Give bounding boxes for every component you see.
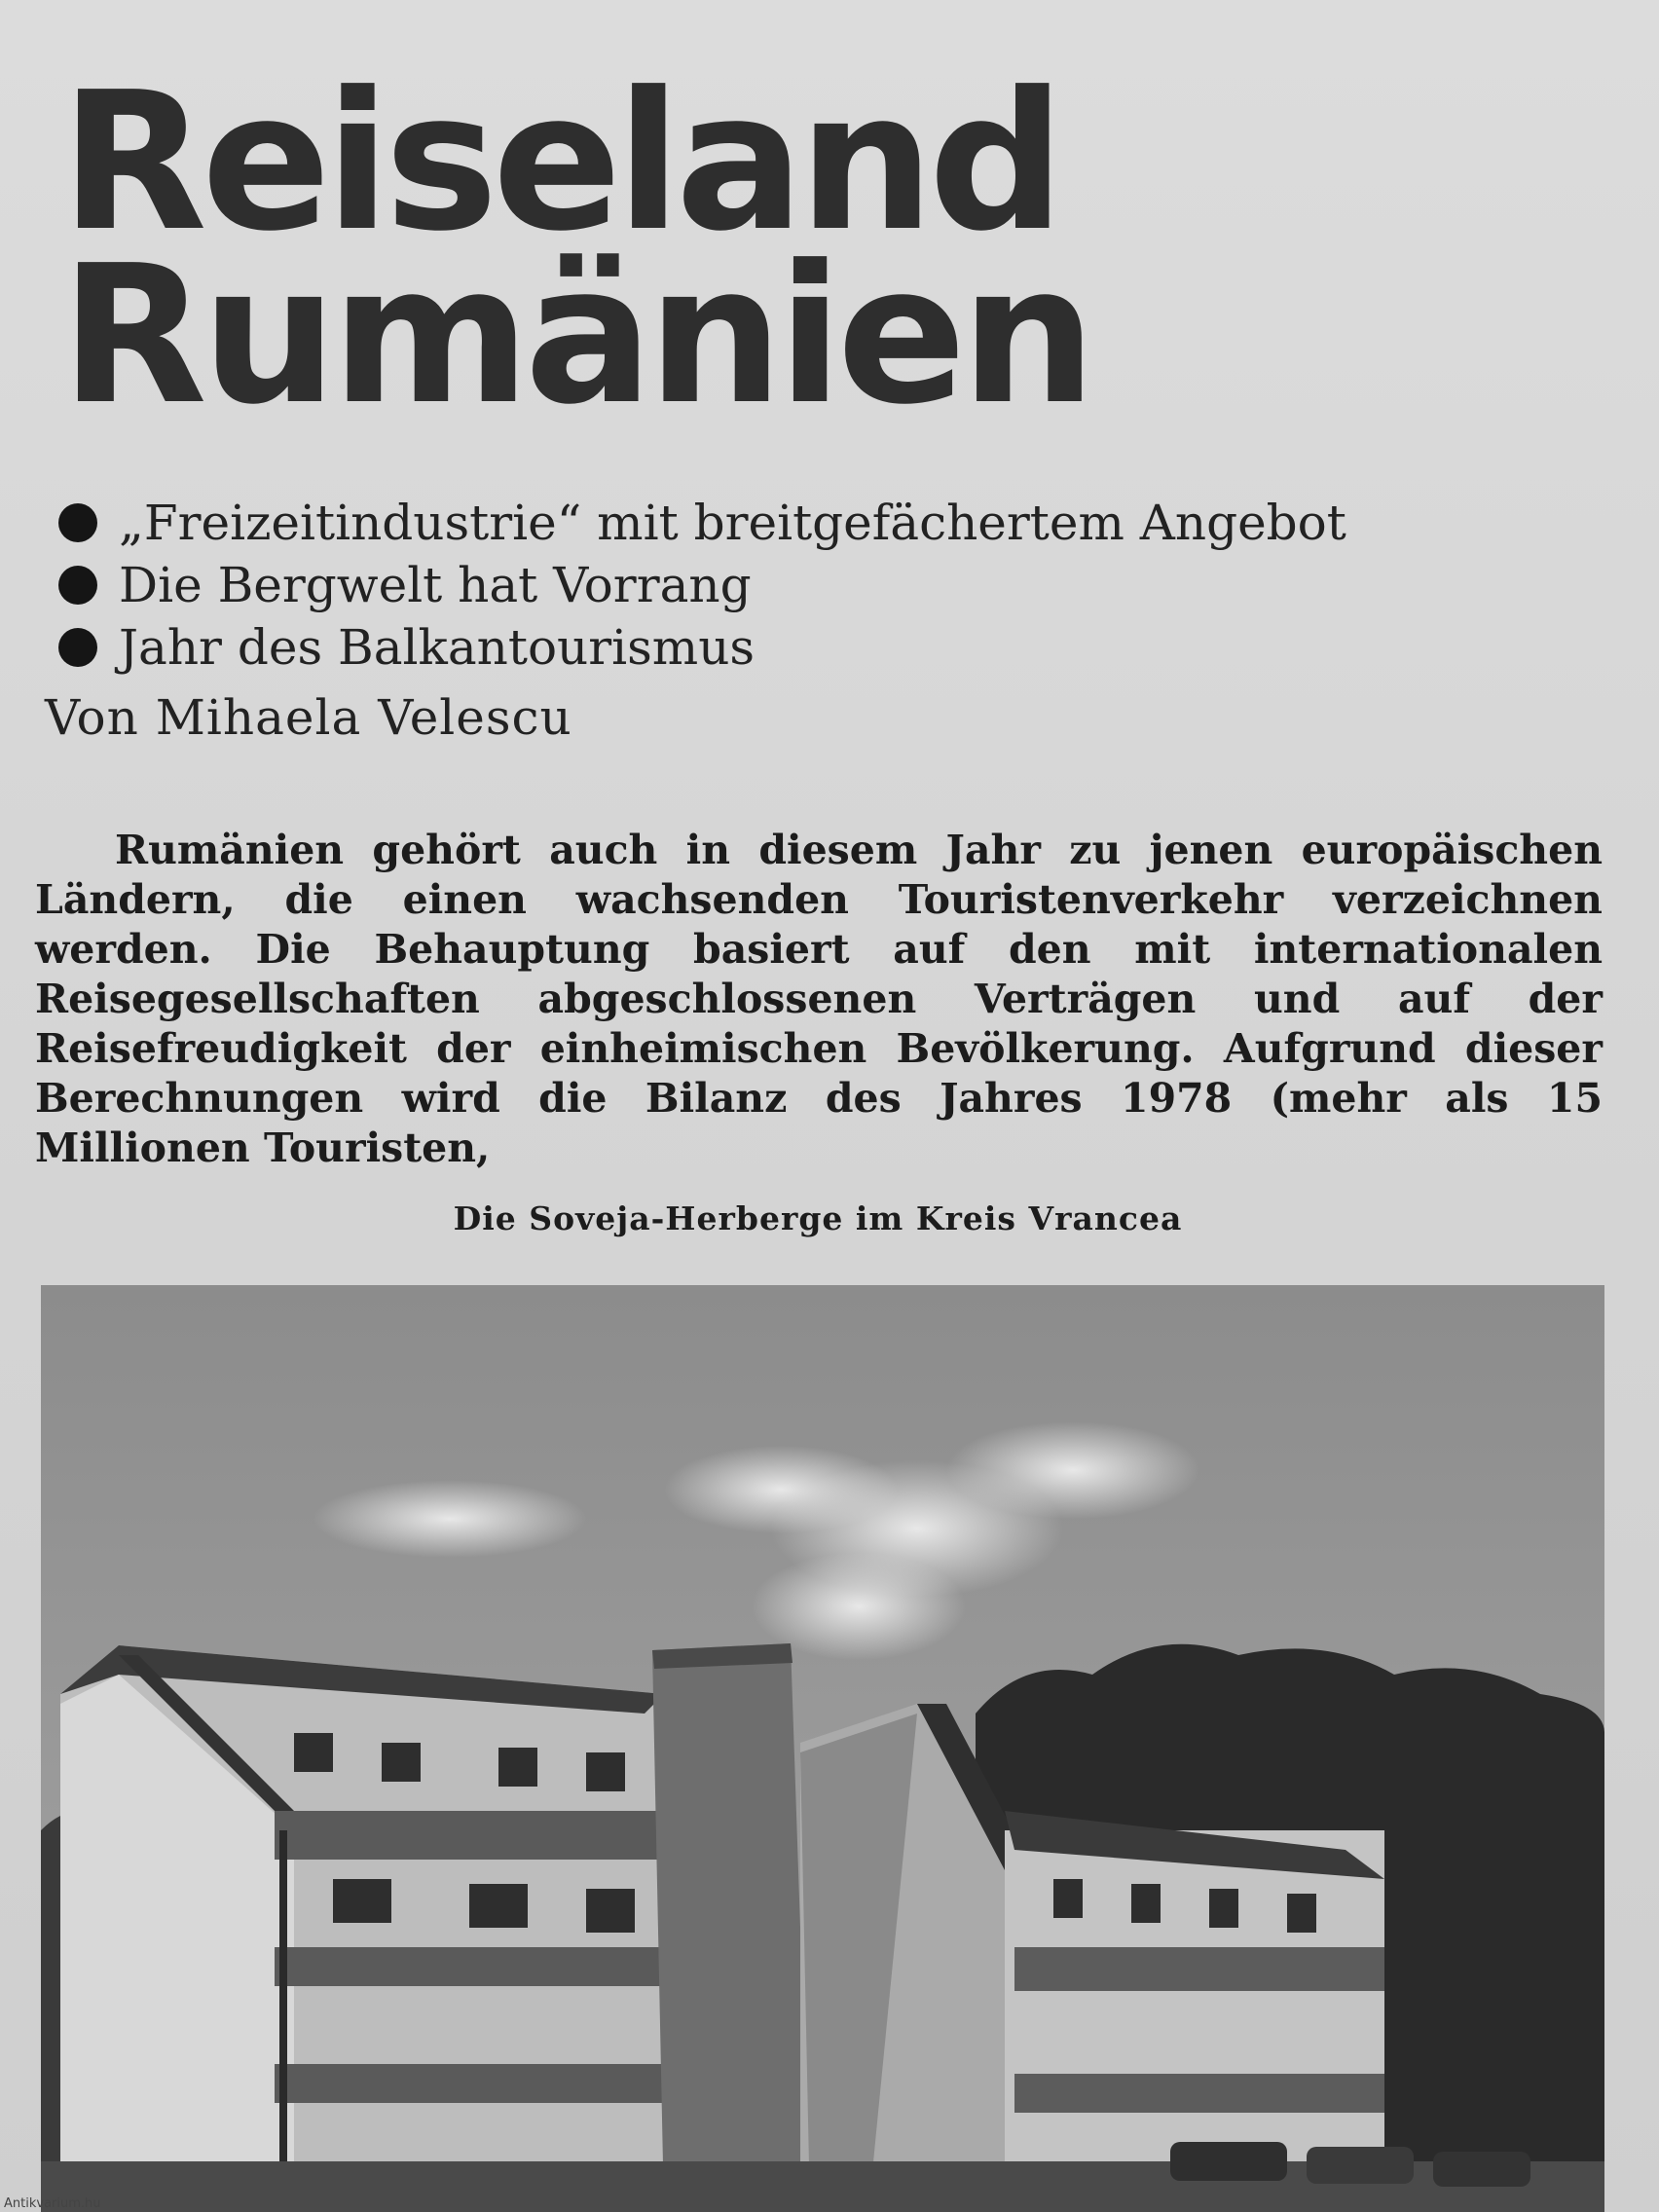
- bullet-item: [58, 554, 1346, 616]
- bullet-text: Jahr des Balkantourismus: [119, 619, 756, 676]
- bullet-dot-icon: [58, 566, 97, 605]
- bullet-item: [58, 492, 1346, 554]
- photo-caption: Die Soveja-Herberge im Kreis Vrancea: [453, 1199, 1183, 1237]
- bullet-text: Die Bergwelt hat Vorrang: [119, 557, 752, 613]
- bullet-dot-icon: [58, 628, 97, 667]
- bullet-item: [58, 616, 1346, 679]
- author-byline: Von Mihaela Velescu: [45, 689, 572, 746]
- article-body: Rumänien gehört auch in diesem Jahr zu jenen europäischen Ländern, die einen wachsenden Touristenverkehr verzeichnen werden. Die Behauptung basiert auf den mit internationalen Reisegesellschaften abgeschlossenen Verträgen und auf der Reisefreudigkeit der einheimischen Bevölkerung. Aufgrund dieser Berechnungen wird die Bilanz des Jahres 1978 (mehr als 15 Millionen Touristen,: [35, 827, 1603, 1171]
- bullet-list: [58, 492, 1346, 679]
- headline-line-1: Reiseland: [60, 52, 1059, 274]
- bullet-dot-icon: [58, 503, 97, 542]
- hostel-photo: [41, 1285, 1604, 2212]
- headline-line-2: Rumänien: [60, 225, 1091, 447]
- headline: [60, 52, 1091, 447]
- watermark: Antikvarium.hu: [4, 2196, 101, 2211]
- bullet-text: „Freizeitindustrie“ mit breitgefächertem Angebot: [119, 495, 1346, 551]
